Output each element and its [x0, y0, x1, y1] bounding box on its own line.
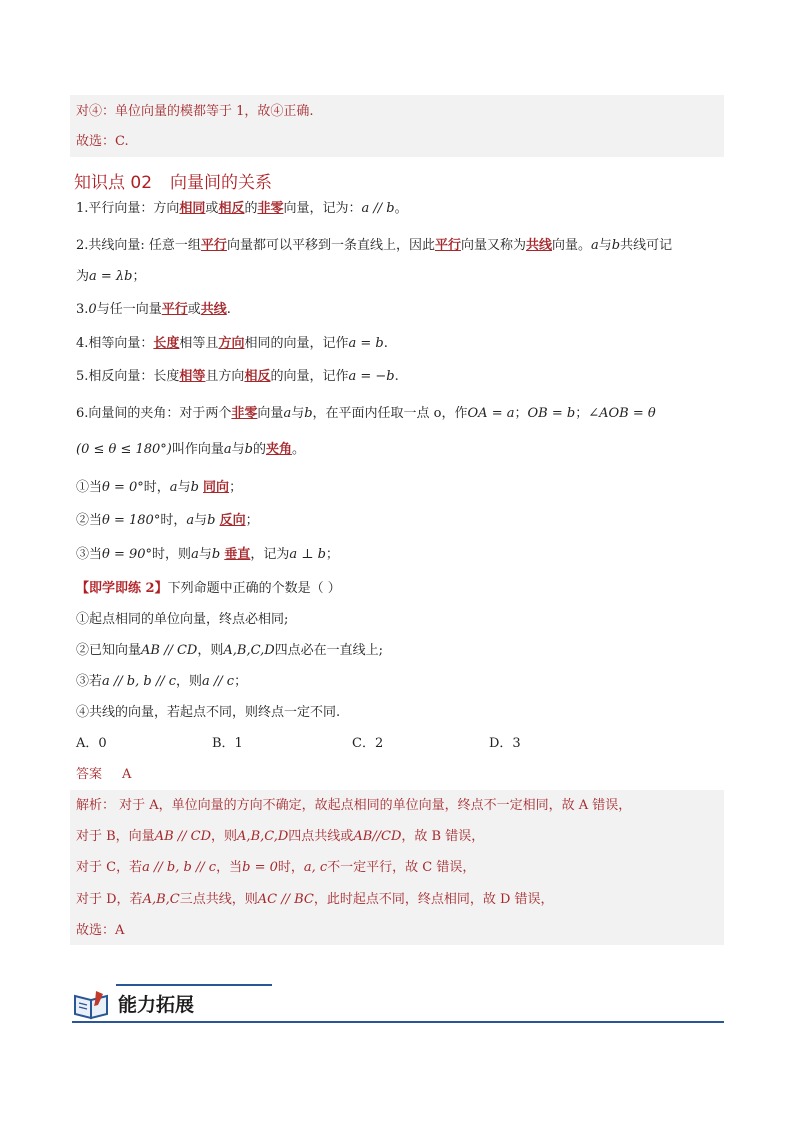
formula: a // c	[202, 674, 235, 689]
item-3	[76, 300, 231, 320]
text: ；	[234, 674, 248, 689]
text: 或	[205, 201, 219, 216]
keyword: 长度	[153, 336, 180, 351]
heading-title: 向量间的关系	[170, 173, 273, 193]
ability-section-header	[72, 984, 724, 1024]
text: 3.	[76, 302, 89, 317]
statement-3	[76, 672, 247, 692]
analysis-line-5	[76, 921, 124, 941]
keyword: 平行	[200, 238, 227, 253]
text: ；	[575, 406, 589, 421]
item-2-cont	[76, 267, 146, 287]
formula: a = b	[348, 336, 384, 351]
text: 故选：A	[76, 923, 125, 938]
formula: θ = 180°	[102, 513, 161, 528]
text: 2.共线向量: 任意一组	[76, 238, 201, 253]
option-a: A．0	[76, 736, 107, 751]
formula: a ⊥ b	[289, 547, 326, 562]
text: 。	[394, 201, 408, 216]
case-1	[76, 478, 242, 498]
text: 三点共线，则	[179, 892, 258, 907]
answer-value: A	[122, 767, 132, 782]
text: 。	[292, 442, 306, 457]
options-row	[76, 734, 521, 754]
keyword: 非零	[231, 406, 258, 421]
text: ，此时起点不同，终点相同，故 D 错误，	[313, 892, 554, 907]
text: 四点共线或	[288, 829, 354, 844]
text: 四点必在一直线上;	[274, 643, 384, 658]
text: ①起点相同的单位向量，终点必相同;	[76, 612, 289, 627]
formula: a	[191, 547, 199, 562]
text: .	[383, 336, 388, 351]
text: 6.向量间的夹角：对于两个	[76, 406, 232, 421]
formula: a	[186, 513, 195, 528]
text: 叫作向量	[171, 442, 224, 457]
formula: a // b, b // c	[142, 860, 217, 875]
text: ，则	[211, 829, 238, 844]
item-1	[76, 199, 408, 219]
solution-line-1	[76, 102, 314, 122]
section-heading	[74, 168, 272, 193]
formula: b	[304, 406, 313, 421]
analysis-line-4	[76, 890, 554, 910]
text: ；	[514, 406, 528, 421]
text: ；	[132, 269, 146, 284]
formula: a = λb	[89, 269, 133, 284]
formula: a	[591, 238, 599, 253]
item-6	[76, 404, 656, 424]
text: .	[394, 369, 399, 384]
text: 或	[187, 302, 201, 317]
analysis-line-3	[76, 858, 475, 878]
keyword: 平行	[434, 238, 461, 253]
keyword: 共线	[525, 238, 552, 253]
formula: a // b, b // c	[102, 674, 177, 689]
statement-4	[76, 703, 340, 723]
formula: b = 0	[242, 860, 278, 875]
formula: b	[244, 442, 253, 457]
formula: OA = a	[467, 406, 515, 421]
formula: A,B,C,D	[237, 829, 289, 844]
item-5	[76, 367, 399, 387]
text: 且方向	[205, 369, 245, 384]
text: ；	[229, 480, 243, 495]
text: 解析： 对于 A，单位向量的方向不确定，故起点相同的单位向量，终点不一定相同，故 A 错误，	[76, 798, 632, 813]
exercise-question: 下列命题中正确的个数是（ ）	[167, 581, 341, 596]
keyword: 反向	[219, 513, 246, 528]
formula: OB = b	[527, 406, 576, 421]
text: ，当	[216, 860, 243, 875]
text: 5.相反向量：长度	[76, 369, 180, 384]
formula: a	[169, 480, 178, 495]
analysis-line-1	[76, 796, 631, 816]
formula: b	[190, 480, 199, 495]
text: ④共线的向量，若起点不同，则终点一定不同.	[76, 705, 341, 720]
heading-number: 知识点 02	[74, 173, 153, 193]
text: ；	[245, 513, 259, 528]
item-4	[76, 334, 388, 354]
text: 的	[244, 201, 258, 216]
solution-text-1: 对④：单位向量的模都等于 1，故④正确.	[76, 104, 314, 119]
text: ①当	[76, 480, 103, 495]
solution-line-2	[76, 132, 129, 152]
text: ②当	[76, 513, 103, 528]
solution-text-2: 故选：C.	[76, 134, 129, 149]
formula: ∠AOB = θ	[588, 406, 656, 421]
formula: θ = 0°	[102, 480, 144, 495]
text: 向量都可以平移到一条直线上，因此	[226, 238, 435, 253]
text: 相等且	[179, 336, 219, 351]
formula: AB//CD	[353, 829, 402, 844]
text: ，则	[176, 674, 203, 689]
text: .	[226, 302, 231, 317]
text: ，则	[197, 643, 224, 658]
formula: a // b	[361, 201, 395, 216]
formula: b	[211, 547, 221, 562]
keyword: 方向	[218, 336, 245, 351]
answer-row	[76, 765, 131, 785]
text: 向量又称为	[460, 238, 526, 253]
item-2	[76, 236, 672, 256]
formula: a	[223, 442, 232, 457]
formula: 0	[88, 302, 97, 317]
option-d: D．3	[489, 736, 521, 751]
text: 1.平行向量：方向	[76, 201, 180, 216]
text: 不一定平行，故 C 错误，	[327, 860, 476, 875]
analysis-line-2	[76, 827, 484, 847]
text: ，在平面内任取一点 o，作	[312, 406, 468, 421]
text: 共线可记	[620, 238, 673, 253]
text: 的	[253, 442, 267, 457]
text: ③若	[76, 674, 103, 689]
keyword: 垂直	[224, 547, 251, 562]
formula: a, c	[303, 860, 328, 875]
text: 与	[177, 480, 191, 495]
text: 4.相等向量：	[76, 336, 154, 351]
text: 与	[198, 547, 212, 562]
formula: A,B,C,D	[223, 643, 275, 658]
formula: a = −b	[348, 369, 395, 384]
item-6-cont	[76, 440, 305, 460]
formula: (0 ≤ θ ≤ 180°)	[76, 442, 172, 457]
text: 与	[598, 238, 612, 253]
text: ③当	[76, 547, 103, 562]
text: 与	[291, 406, 305, 421]
text: 与	[194, 513, 208, 528]
text: 相同的向量，记作	[244, 336, 349, 351]
text: 时，	[277, 860, 304, 875]
formula: AC // BC	[257, 892, 314, 907]
text: ，记为	[250, 547, 290, 562]
keyword: 相等	[179, 369, 206, 384]
text: ②已知向量	[76, 643, 142, 658]
formula: b	[611, 238, 621, 253]
formula: AB // CD	[141, 643, 198, 658]
answer-label: 答案	[76, 767, 103, 782]
formula: b	[207, 513, 216, 528]
keyword: 夹角	[266, 442, 293, 457]
keyword: 非零	[257, 201, 284, 216]
text: 向量	[257, 406, 284, 421]
text: 时，	[143, 480, 170, 495]
header-rule-bottom	[72, 1021, 724, 1023]
case-3	[76, 545, 339, 565]
formula: θ = 90°	[102, 547, 153, 562]
text: 的向量，记作	[270, 369, 349, 384]
exercise-tag: 【即学即练 2】	[76, 581, 168, 596]
keyword: 相同	[179, 201, 206, 216]
keyword: 相反	[244, 369, 271, 384]
text: 与任一向量	[96, 302, 162, 317]
text: 对于 D，若	[76, 892, 143, 907]
option-b: B．1	[212, 736, 243, 751]
case-2	[76, 511, 259, 531]
keyword: 相反	[218, 201, 245, 216]
text: 对于 C，若	[76, 860, 143, 875]
keyword: 平行	[161, 302, 188, 317]
option-c: C．2	[352, 736, 384, 751]
text: 对于 B，向量	[76, 829, 155, 844]
keyword: 共线	[200, 302, 227, 317]
section-title: 能力拓展	[118, 994, 195, 1016]
statement-2	[76, 641, 383, 661]
exercise-header	[76, 579, 341, 599]
text: 与	[231, 442, 245, 457]
formula: A,B,C	[142, 892, 180, 907]
text: 为	[76, 269, 90, 284]
text: 向量，记为：	[283, 201, 362, 216]
formula: a	[283, 406, 292, 421]
formula: AB // CD	[154, 829, 212, 844]
text: ，故 B 错误，	[401, 829, 485, 844]
text: ；	[325, 547, 339, 562]
text: 时，	[160, 513, 187, 528]
keyword: 同向	[203, 480, 230, 495]
text: 向量。	[552, 238, 592, 253]
book-icon	[72, 988, 112, 1020]
statement-1	[76, 610, 288, 630]
header-rule-top	[116, 984, 272, 986]
text: 时，则	[152, 547, 192, 562]
